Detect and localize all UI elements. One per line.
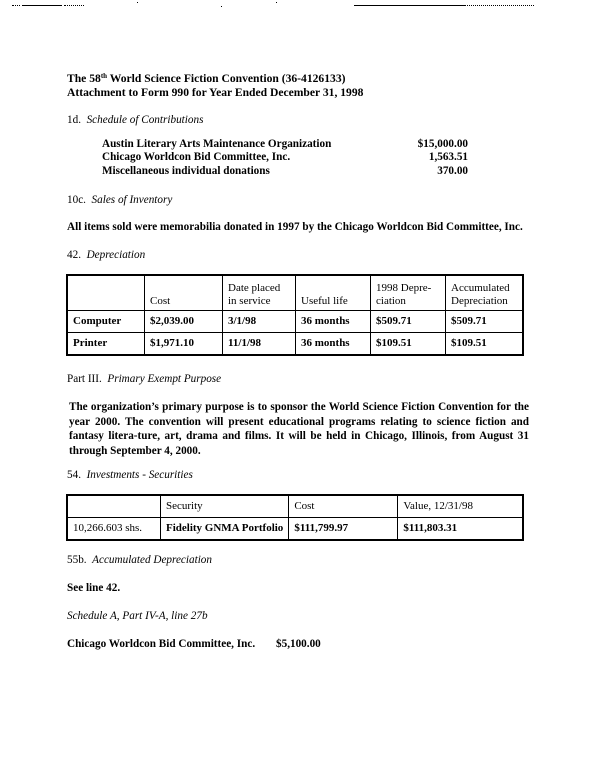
table-header-cell <box>67 495 161 518</box>
table-cell: 36 months <box>296 311 371 333</box>
contribution-amount: $15,000.00 <box>417 138 468 150</box>
table-header-cell <box>67 275 145 311</box>
scan-artifact <box>12 5 20 6</box>
table-row <box>67 311 523 333</box>
schedule-a-amount: $5,100.00 <box>276 638 321 650</box>
table-cell: $109.51 <box>371 333 446 356</box>
document-subtitle: Attachment to Form 990 for Year Ended December 31, 1998 <box>67 86 364 99</box>
section-heading-inventory: 10c. Sales of Inventory <box>67 194 173 206</box>
table-cell: 11/1/98 <box>223 333 296 356</box>
table-header-cell: Value, 12/31/98 <box>398 495 523 518</box>
table-row <box>67 333 523 356</box>
table-cell: Fidelity GNMA Portfolio <box>161 518 289 541</box>
table-cell: 36 months <box>296 333 371 356</box>
accum-depreciation-text: See line 42. <box>67 582 121 594</box>
table-header-row <box>67 275 523 311</box>
table-header-cell: Cost <box>145 275 223 311</box>
section-heading-purpose: Part III. Primary Exempt Purpose <box>67 373 222 385</box>
scan-artifact <box>354 5 464 6</box>
table-header-row <box>67 495 523 518</box>
document-title: The 58th World Science Fiction Convention (36-4126133) <box>67 72 346 85</box>
section-heading-depreciation: 42. Depreciation <box>67 249 146 261</box>
section-heading-investments: 54. Investments - Securities <box>67 469 193 481</box>
contribution-amount: 370.00 <box>437 165 468 177</box>
table-cell: $2,039.00 <box>145 311 223 333</box>
scan-artifact <box>221 6 222 7</box>
table-cell: $1,971.10 <box>145 333 223 356</box>
table-header-cell: Accumulated Depreciation <box>446 275 524 311</box>
schedule-a-name: Chicago Worldcon Bid Committee, Inc. <box>67 638 256 650</box>
table-cell: $111,799.97 <box>289 518 398 541</box>
table-header-cell: 1998 Depre- ciation <box>371 275 446 311</box>
table-cell: $109.51 <box>446 333 524 356</box>
contribution-amount: 1,563.51 <box>428 151 468 163</box>
scan-artifact <box>464 5 534 6</box>
table-cell: $509.71 <box>446 311 524 333</box>
schedule-a-heading: Schedule A, Part IV-A, line 27b <box>67 610 208 622</box>
purpose-text: The organization’s primary purpose is to sponsor the World Science Fiction Convention for the year 2000. The convention will present educational programs relating to science fiction and fantasy litera-ture, art, drama and films. It will be held in Chicago, Illinois, from August 31 through September 4, 2000. <box>69 401 529 458</box>
table-cell: $509.71 <box>371 311 446 333</box>
contribution-name: Miscellaneous individual donations <box>102 165 270 177</box>
table-cell: 10,266.603 shs. <box>67 518 161 541</box>
scan-artifact <box>276 2 277 3</box>
contribution-name: Austin Literary Arts Maintenance Organization <box>102 138 332 150</box>
scan-artifact <box>22 5 62 6</box>
table-row <box>67 518 523 541</box>
scan-artifact <box>137 2 138 3</box>
table-cell: Printer <box>67 333 145 356</box>
table-cell: 3/1/98 <box>223 311 296 333</box>
table-cell: $111,803.31 <box>398 518 523 541</box>
inventory-text: All items sold were memorabilia donated in 1997 by the Chicago Worldcon Bid Committee, Inc. <box>67 221 523 233</box>
section-heading-contributions: 1d. Schedule of Contributions <box>67 114 204 126</box>
scan-artifact <box>64 5 84 6</box>
table-header-cell: Useful life <box>296 275 371 311</box>
contribution-name: Chicago Worldcon Bid Committee, Inc. <box>102 151 291 163</box>
table-header-cell: Cost <box>289 495 398 518</box>
table-cell: Computer <box>67 311 145 333</box>
depreciation-table <box>66 274 524 356</box>
section-heading-accum-depreciation: 55b. Accumulated Depreciation <box>67 554 212 566</box>
table-header-cell: Security <box>161 495 289 518</box>
investments-table <box>66 494 524 541</box>
table-header-cell: Date placed in service <box>223 275 296 311</box>
